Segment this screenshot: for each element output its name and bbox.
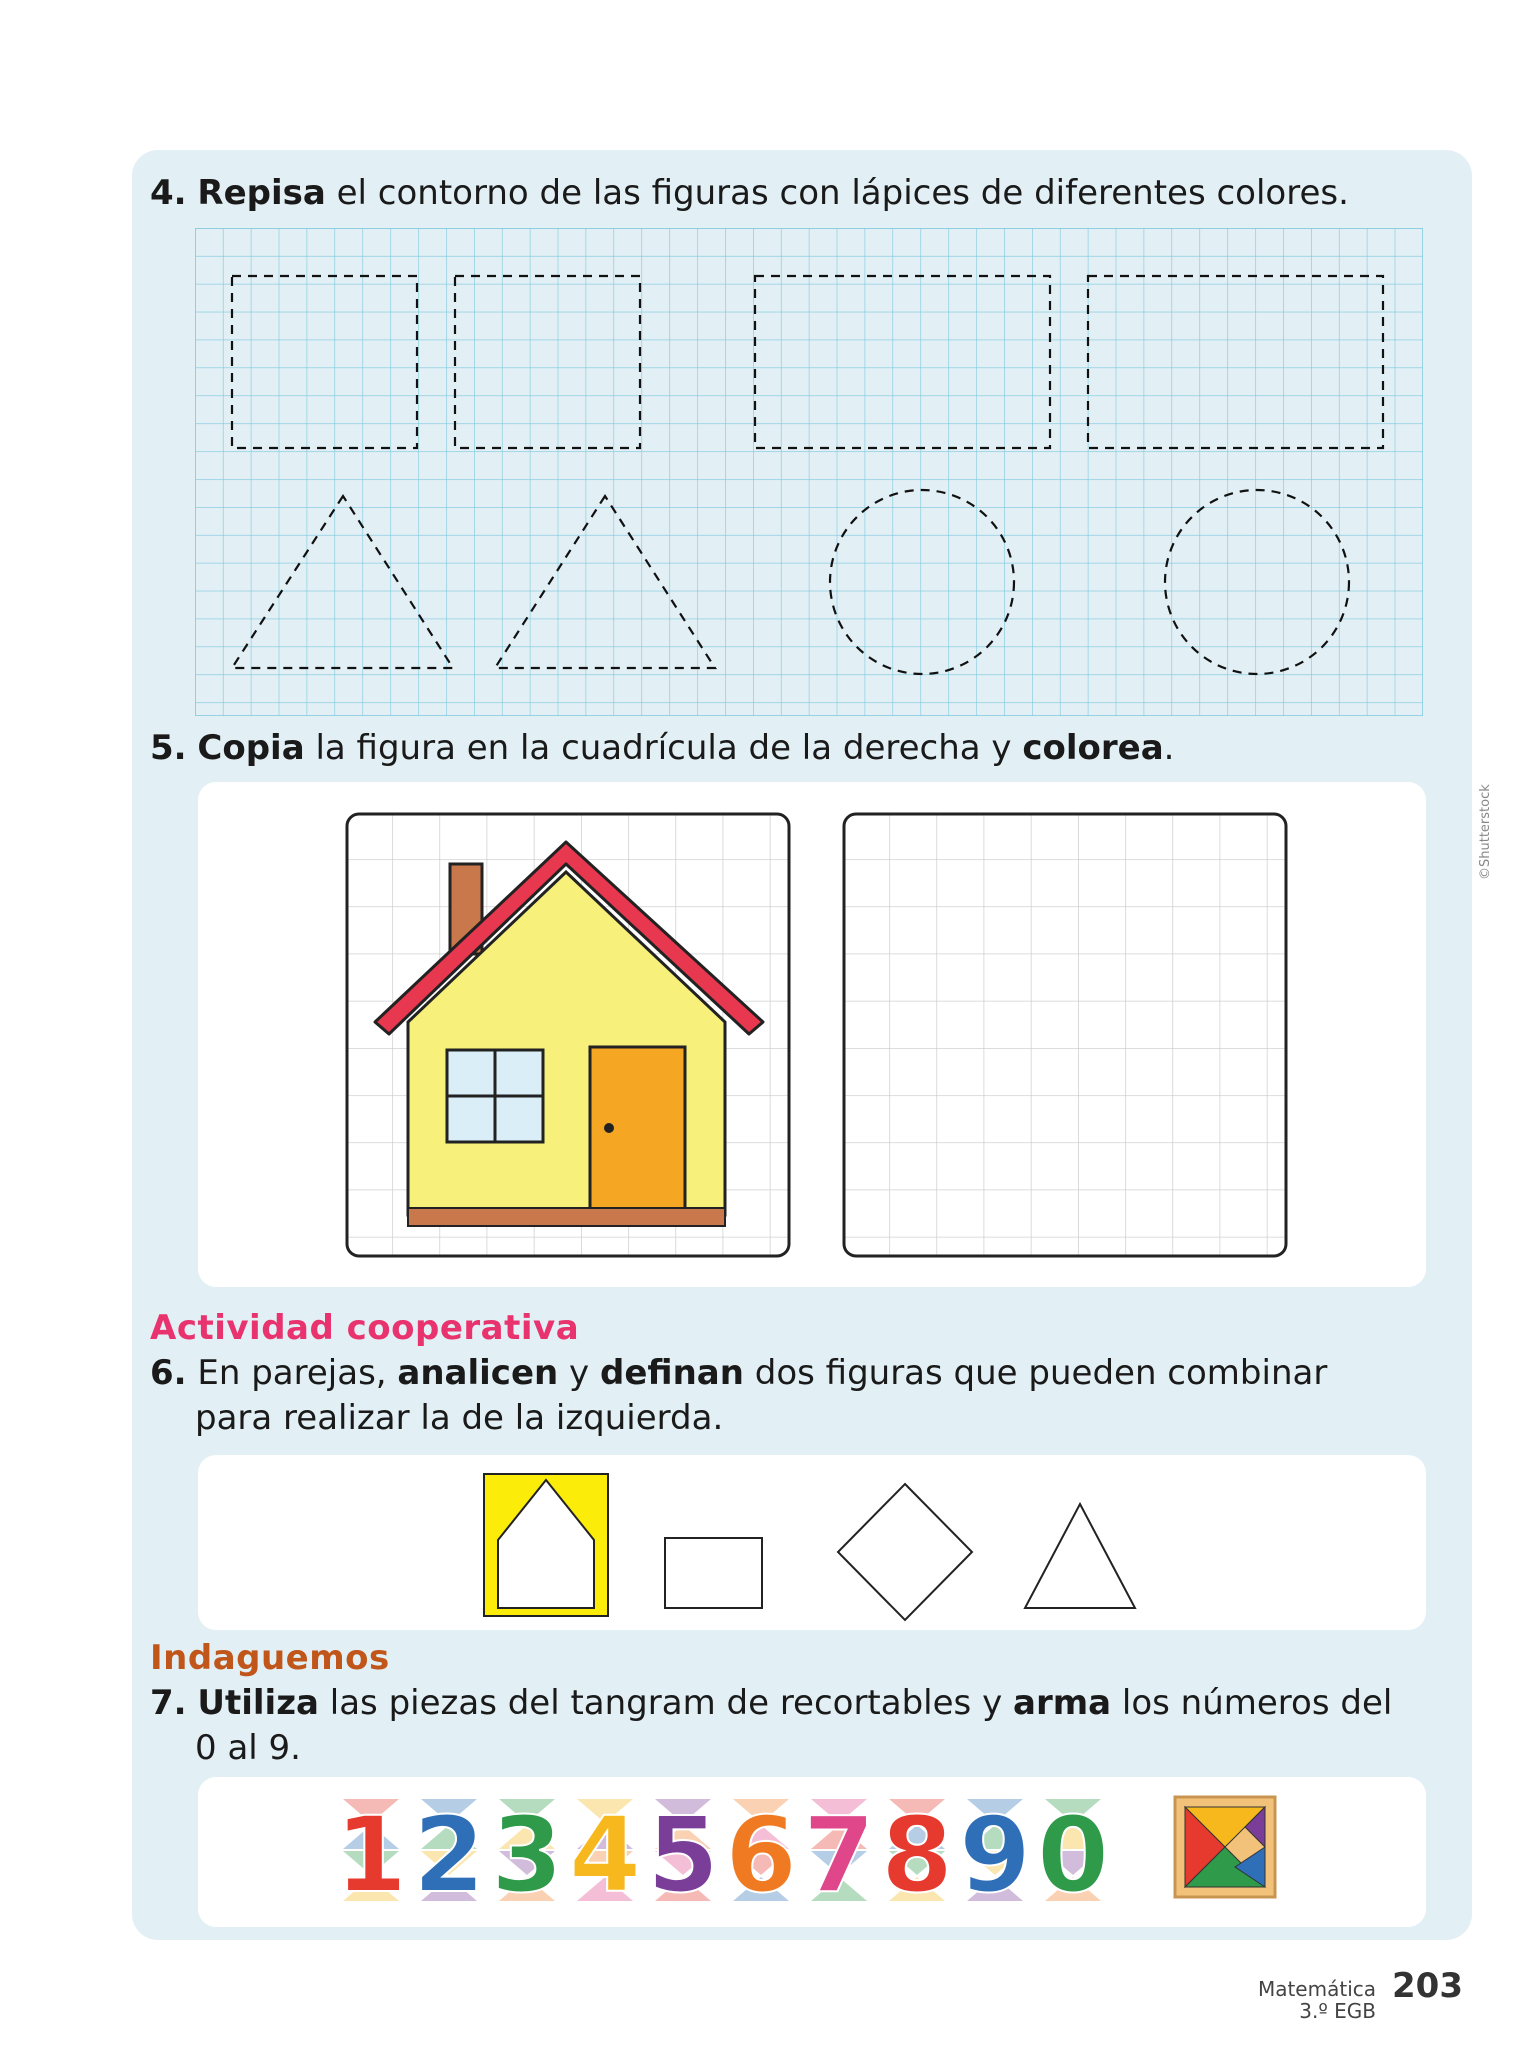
exercise-6-pre: En parejas, xyxy=(186,1353,398,1393)
tangram-digit-4 xyxy=(569,1795,641,1910)
image-credit: ©Shutterstock xyxy=(1478,784,1493,880)
exercise-7-instruction xyxy=(150,1682,1392,1724)
tangram-digit-2 xyxy=(413,1795,485,1910)
tangram-digit-label: 9 xyxy=(958,1795,1032,1910)
tangram-digit-0 xyxy=(1037,1795,1109,1910)
exercise-4-verb: Repisa xyxy=(197,173,326,213)
tangram-digit-1 xyxy=(335,1795,407,1910)
exercise-5-instruction xyxy=(150,727,1174,769)
footer-grade: 3.º EGB xyxy=(1299,1999,1376,2023)
tangram-digit-label: 5 xyxy=(646,1795,720,1910)
exercise-4-instruction xyxy=(150,172,1349,214)
tangram-digit-label: 1 xyxy=(335,1795,408,1910)
footer-subject: Matemática xyxy=(1257,1977,1376,2001)
grid-background xyxy=(195,228,1423,716)
tangram-digit-9 xyxy=(959,1795,1031,1910)
exercise-5-verb2: colorea xyxy=(1022,728,1164,768)
exercise-4-number: 4. xyxy=(150,173,187,213)
investigate-title: Indaguemos xyxy=(150,1638,390,1678)
triangle-option[interactable] xyxy=(1025,1504,1135,1608)
exercise-6-line2: para realizar la de la izquierda. xyxy=(195,1398,724,1438)
exercise-4-text: el contorno de las figuras con lápices de diferentes colores. xyxy=(325,173,1349,213)
shapes-row xyxy=(480,1468,1180,1628)
exercise-6-mid: y xyxy=(558,1353,600,1393)
exercise-6-number: 6. xyxy=(150,1353,187,1393)
tangram-digit-label: 2 xyxy=(412,1795,486,1910)
tangram-digit-label: 0 xyxy=(1036,1795,1110,1910)
tangram-digit-7 xyxy=(803,1795,875,1910)
exercise-4-grid xyxy=(195,228,1423,716)
exercise-5-verb: Copia xyxy=(197,728,305,768)
exercise-6-instruction xyxy=(150,1352,1327,1394)
tangram-digit-8 xyxy=(881,1795,953,1910)
exercise-7-verb2: arma xyxy=(1013,1683,1112,1723)
tangram-digit-label: 3 xyxy=(490,1795,564,1910)
exercise-7-verb1: Utiliza xyxy=(197,1683,319,1723)
exercise-7-mid: las piezas del tangram de recortables y xyxy=(318,1683,1013,1723)
rectangle-option[interactable] xyxy=(665,1538,762,1608)
page-number: 203 xyxy=(1392,1966,1463,2006)
copy-grid[interactable] xyxy=(842,812,1288,1258)
tangram-digit-label: 8 xyxy=(880,1795,954,1910)
exercise-7-number: 7. xyxy=(150,1683,187,1723)
tangram-digit-label: 4 xyxy=(568,1795,642,1910)
exercise-6-verb1: analicen xyxy=(397,1353,559,1393)
tangram-digit-6 xyxy=(725,1795,797,1910)
door xyxy=(590,1047,685,1215)
tangram-digit-5 xyxy=(647,1795,719,1910)
exercise-6-verb2: definan xyxy=(599,1353,744,1393)
exercise-5-text: la figura en la cuadrícula de la derecha y xyxy=(304,728,1023,768)
copy-grid-frame[interactable] xyxy=(844,814,1286,1256)
tangram-digit-label: 6 xyxy=(724,1795,798,1910)
house-model-grid xyxy=(345,812,791,1258)
exercise-6-post: dos figuras que pueden combinar xyxy=(743,1353,1328,1393)
tangram-digits xyxy=(335,1795,1295,1910)
tangram-digit-label: 7 xyxy=(802,1795,876,1910)
door-knob xyxy=(604,1123,614,1133)
exercise-5-end: . xyxy=(1163,728,1175,768)
footer-subject-block xyxy=(1258,1978,1376,2022)
tangram-digit-3 xyxy=(491,1795,563,1910)
exercise-5-number: 5. xyxy=(150,728,187,768)
square-diamond-option[interactable] xyxy=(838,1484,972,1620)
house-base xyxy=(408,1208,725,1226)
exercise-7-post: los números del xyxy=(1111,1683,1393,1723)
cooperative-title: Actividad cooperativa xyxy=(150,1308,580,1348)
exercise-7-line2: 0 al 9. xyxy=(195,1728,301,1768)
